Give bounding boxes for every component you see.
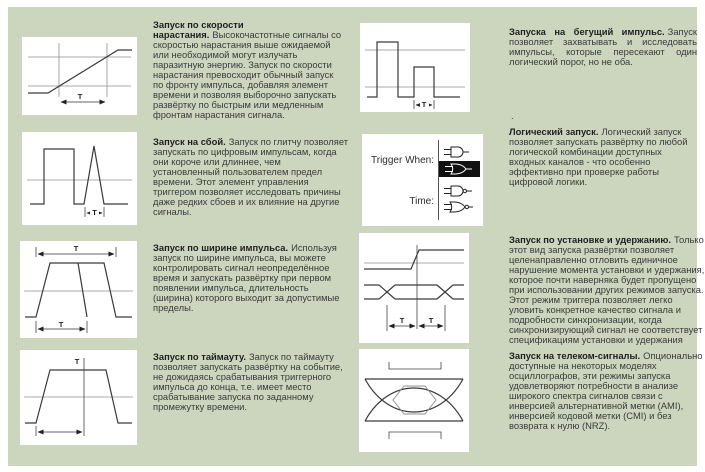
pulse-width-diagram-box xyxy=(20,241,137,338)
eye-rails xyxy=(365,379,463,421)
eye-curve-upper xyxy=(365,388,463,421)
section-text-pulse-width xyxy=(153,243,349,313)
alternate-edge-line xyxy=(78,263,87,317)
section-title: Запуск по таймауту. xyxy=(153,351,246,362)
section-text-setup-hold xyxy=(509,235,705,345)
glitch-waveform xyxy=(30,146,128,204)
timeout-diagram-box xyxy=(20,350,137,445)
time-label: Time: xyxy=(409,196,434,207)
rising-edge-waveform xyxy=(28,50,132,93)
t-label-top: T xyxy=(73,244,79,253)
section-text-runt-pulse xyxy=(509,27,697,67)
telecom-diagram-box xyxy=(359,349,469,452)
eye-curve-lower xyxy=(365,379,463,412)
bottom-bracket xyxy=(389,432,441,439)
section-title: Запуска на бегущий импульс. xyxy=(509,26,665,37)
section-body: Только этот вид запуска развёртки позволяет целенаправленно отловить единичное нарушение момента установки и удержания, которое почти наверняка будет пропущено при использовании других режимов запуска. Этот режим триггера позволяет легко уловить конкретное качество сигнала и подробности синхронизации, когда синхронизирующий сигнал не соответствует спецификациям установки и удержания xyxy=(509,234,705,345)
section-title: Запуск на телеком-сигналы. xyxy=(509,350,641,361)
section-text-slew-rate xyxy=(153,20,343,120)
eye-diagram-icon xyxy=(359,349,469,452)
data-waveform xyxy=(364,285,464,299)
t-label: T xyxy=(92,208,97,217)
section-text-timeout xyxy=(153,352,349,412)
footnote-dot: . xyxy=(511,110,514,121)
section-title: Запуск по скорости нарастания. xyxy=(153,19,244,40)
t-label: T xyxy=(421,100,427,109)
pulse-waveform xyxy=(25,263,132,317)
setup-hold-diagram-box xyxy=(359,233,469,343)
section-text-logic xyxy=(509,127,701,187)
t-label: T xyxy=(74,357,80,366)
pulse-waveform xyxy=(25,370,132,423)
section-title: Запуск по ширине импульса. xyxy=(153,242,289,253)
top-bracket xyxy=(389,362,441,369)
section-text-telecom xyxy=(509,351,703,431)
trigger-modes-panel xyxy=(8,7,705,466)
arrow-ticks xyxy=(387,305,445,331)
section-body: Опционально доступные на некоторых моделях осциллографов, эти режимы запуска удовлетворяют потребности в анализе широкого спектра сигналов связи с инверсией альтернативной метки (AMI), инверсией кодовой метки (CMI) и без возврата к нулю (NRZ). xyxy=(509,350,703,431)
selected-gate-row xyxy=(439,161,480,177)
divider-line xyxy=(438,140,439,220)
section-body: Запуск по таймауту позволяет запускать развёртку на событие, не дожидаясь срабатывания триггерного импульса до конца, т.е. имеет место срабатывание запуска по заданному промежутку времени. xyxy=(153,351,343,412)
section-body: Высокочастотные сигналы со скоростью нарастания выше ожидаемой или необходимой могут излучать паразитную энергию. Запуск по скорости нарастания превосходит обычный запуск по фронту импульса, добавляя элемент времени и позволяя выборочно запускать развёртку по быстрым или медленным фронтам нарастания сигнала. xyxy=(153,29,342,120)
and-gate-icon xyxy=(442,145,476,159)
runt-pulse-diagram-box xyxy=(360,23,470,112)
slew-rate-waveform-icon xyxy=(22,37,137,115)
logic-trigger-diagram-box xyxy=(362,134,483,226)
section-body: Логический запуск позволяет запускать развёртку по любой логической комбинации доступных входных каналов - что особенно эффективно при проверке работы цифровой логики. xyxy=(509,126,688,187)
clock-waveform xyxy=(364,250,464,269)
section-body: Запуск позволяет захватывать и исследовать импульсы, которые пересекают один логический порог, но не оба. xyxy=(509,26,697,67)
section-title: Запуск по установке и удержанию. xyxy=(509,234,672,245)
glitch-waveform-icon xyxy=(22,132,137,225)
or-gate-selected-icon xyxy=(443,162,477,176)
nor-gate-icon xyxy=(442,200,476,214)
section-body: Используя запуск по ширине импульса, вы можете контролировать сигнал неопределённое время и запускать развёртку при первом появлении импульса, длительность (ширина) которого выходит за допустимые пределы. xyxy=(153,242,340,313)
nand-gate-icon xyxy=(442,184,476,198)
trigger-when-label: Trigger When: xyxy=(371,155,434,166)
pulse-width-waveform-icon xyxy=(20,241,137,338)
section-title: Запуск на сбой. xyxy=(153,136,226,147)
section-text-glitch xyxy=(153,137,349,217)
crossing-marker-lines xyxy=(59,43,107,97)
setup-hold-timing-icon xyxy=(359,233,469,343)
runt-pulse-waveform-icon xyxy=(360,23,470,112)
t-label-hold: T xyxy=(428,316,434,325)
section-title: Логический запуск. xyxy=(509,126,599,137)
t-label-bottom: T xyxy=(58,320,64,329)
timeout-waveform-icon xyxy=(20,350,137,445)
section-body: Запуск по глитчу позволяет запускать по цифровым импульсам, когда они короче или длиннее, чем установленный пользователем предел времени. Этот элемент управления триггером позволяет исследовать причины даже редких сбоев и их влияние на другие сигналы. xyxy=(153,136,349,217)
glitch-diagram-box xyxy=(22,132,137,225)
t-label-setup: T xyxy=(399,316,405,325)
t-label: T xyxy=(77,92,83,101)
slew-rate-diagram-box xyxy=(22,37,137,115)
